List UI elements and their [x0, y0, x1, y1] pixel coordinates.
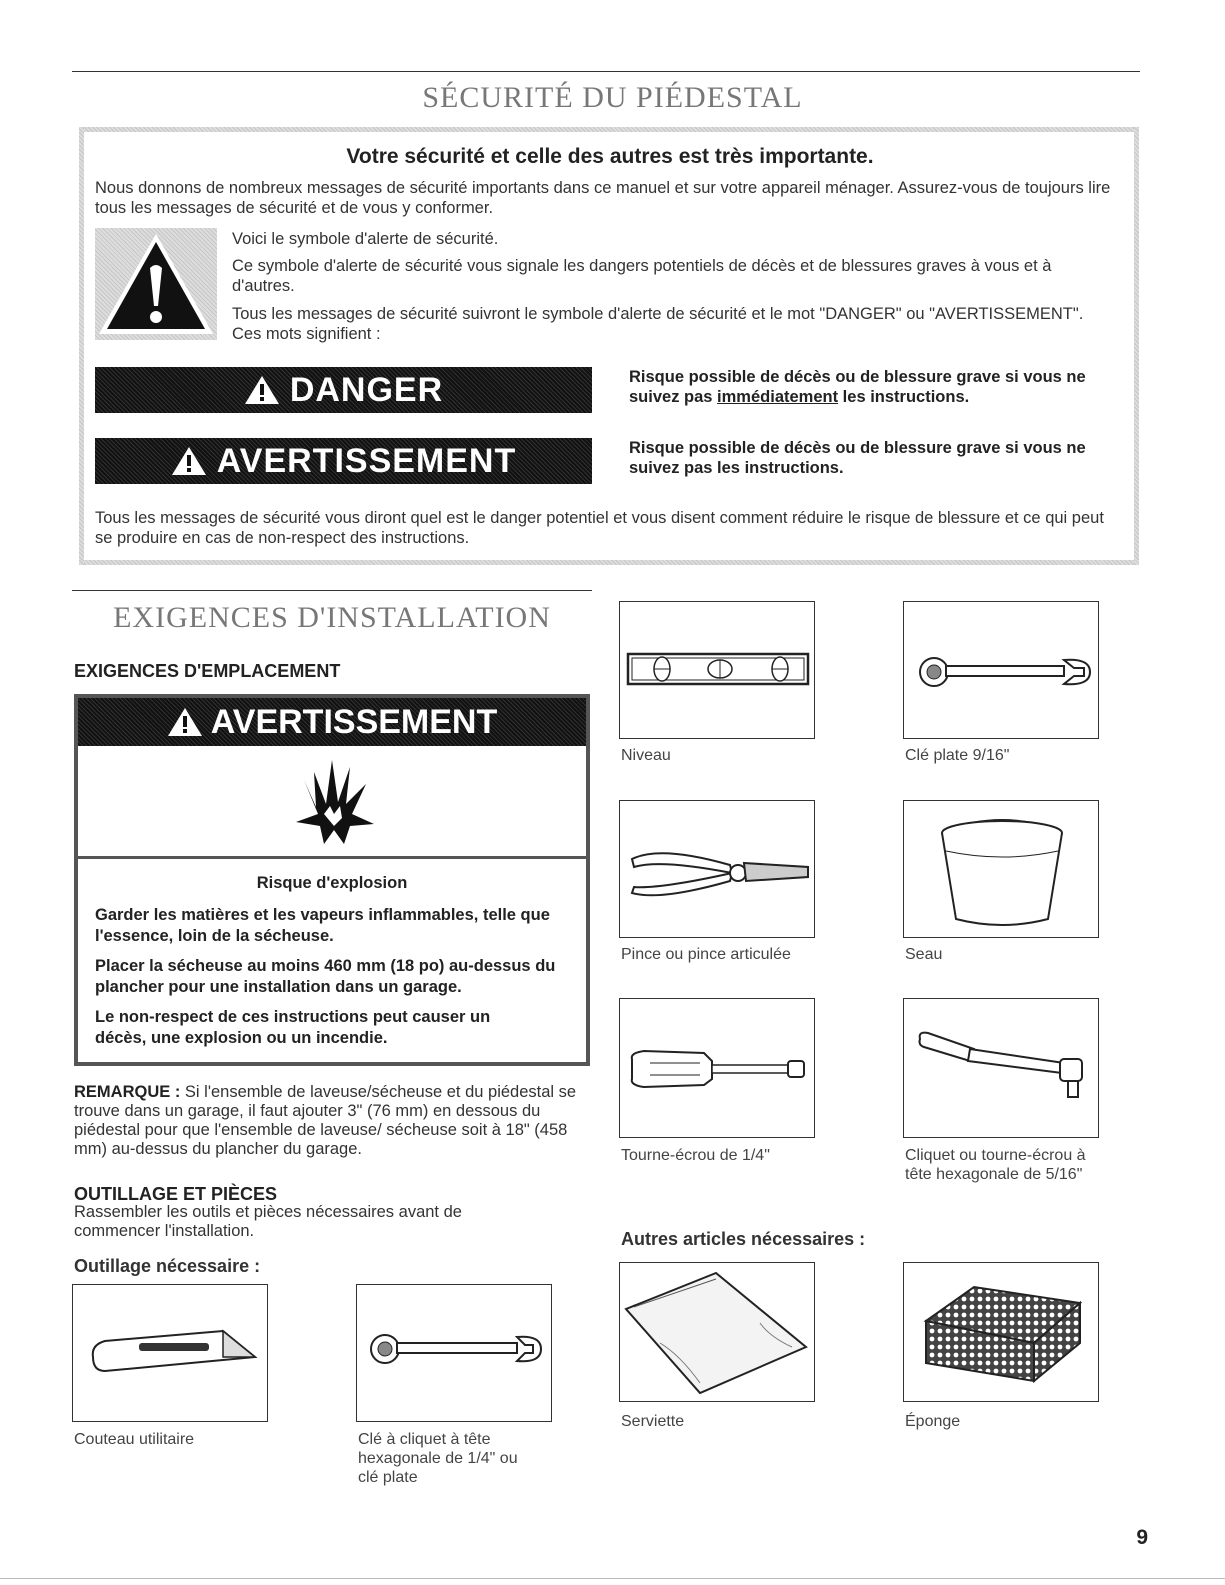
- open-wrench-icon: [904, 602, 1098, 738]
- bucket-icon: [904, 801, 1098, 937]
- danger-banner: [95, 367, 592, 413]
- utility-knife-frame: [72, 1284, 268, 1422]
- level-frame: [619, 601, 815, 739]
- open-wrench-frame: [903, 601, 1099, 739]
- note: [74, 1083, 589, 1159]
- danger-text-2: les instructions.: [838, 388, 970, 406]
- open-wrench-caption: Clé plate 9/16": [905, 747, 1010, 764]
- pliers-caption: Pince ou pince articulée: [621, 946, 791, 963]
- utility-knife-caption: Couteau utilitaire: [74, 1431, 195, 1448]
- ratchet-nut-driver-caption: Cliquet ou tourne-écrou à tête hexagonale de 5/16": [905, 1147, 1086, 1183]
- bucket-frame: [903, 800, 1099, 938]
- safety-heading: Votre sécurité et celle des autres est très importante.: [346, 145, 874, 168]
- note-text: Si l'ensemble de laveuse/sécheuse et du piédestal se trouve dans un garage, il faut ajouter 3" (76 mm) en dessous du piédestal pour que l'ensemble de laveuse/ sécheuse soit à 18" (458 mm) au-dessus du plancher du garage.: [74, 1083, 577, 1158]
- safety-footer: Tous les messages de sécurité vous diront quel est le danger potentiel et vous disent comment réduire le risque de blessure et ce qui peut se produire en cas de non-respect des instructions.: [95, 509, 1104, 547]
- ratchet-nut-driver-frame: [903, 998, 1099, 1138]
- page-title: SÉCURITÉ DU PIÉDESTAL: [422, 81, 803, 114]
- explosion-banner-triangle-icon: [167, 707, 203, 737]
- warning-triangle-icon: [171, 446, 207, 476]
- bottom-rule: [0, 1578, 1225, 1579]
- danger-description: [629, 367, 1134, 407]
- pliers-icon: [620, 801, 814, 937]
- warning-description: Risque possible de décès ou de blessure grave si vous ne suivez pas les instructions.: [629, 439, 1086, 477]
- explosion-title: Risque d'explosion: [256, 874, 408, 892]
- warning-banner: [95, 438, 592, 484]
- note-label: REMARQUE :: [74, 1083, 181, 1101]
- ratchet-wrench-frame: [356, 1284, 552, 1422]
- danger-triangle-icon: [244, 375, 280, 405]
- ratchet-icon: [904, 999, 1098, 1137]
- location-heading: EXIGENCES D'EMPLACEMENT: [74, 661, 341, 681]
- danger-text-1: Risque possible de décès ou de blessure grave si vous ne suivez pas: [629, 368, 1086, 406]
- required-tools-heading: Outillage nécessaire :: [74, 1256, 261, 1276]
- explosion-warning-banner: [78, 698, 586, 746]
- ratchet-wrench-caption: Clé à cliquet à tête hexagonale de 1/4" ou clé plate: [358, 1431, 518, 1486]
- nut-driver-caption: Tourne-écrou de 1/4": [621, 1147, 770, 1164]
- towel-frame: [619, 1262, 815, 1402]
- tools-heading: OUTILLAGE ET PIÈCES: [74, 1184, 278, 1204]
- install-title: EXIGENCES D'INSTALLATION: [113, 601, 551, 634]
- explosion-warning-label: AVERTISSEMENT: [210, 702, 498, 741]
- towel-caption: Serviette: [621, 1413, 685, 1430]
- utility-knife-icon: [73, 1285, 267, 1421]
- warning-label: AVERTISSEMENT: [216, 441, 517, 480]
- safety-alert-icon: [95, 228, 217, 340]
- sponge-icon: [904, 1263, 1098, 1401]
- level-caption: Niveau: [621, 747, 671, 764]
- danger-label: DANGER: [289, 370, 444, 409]
- explosion-p2: Placer la sécheuse au moins 460 mm (18 po) au-dessus du plancher pour une installation dans un garage.: [95, 957, 556, 996]
- explosion-p3: Le non-respect de ces instructions peut causer un décès, une explosion ou un incendie.: [95, 1008, 491, 1047]
- nut-driver-icon: [620, 999, 814, 1137]
- danger-text-underlined: immédiatement: [717, 388, 839, 406]
- symbol-line-2: Ce symbole d'alerte de sécurité vous signale les dangers potentiels de décès et de blessures graves à vous et à d'autres.: [232, 257, 1052, 295]
- symbol-line-1: Voici le symbole d'alerte de sécurité.: [232, 230, 499, 248]
- level-icon: [620, 602, 814, 738]
- towel-icon: [620, 1263, 814, 1401]
- explosion-divider: [78, 856, 586, 859]
- explosion-icon: [284, 752, 384, 847]
- bucket-caption: Seau: [905, 946, 943, 963]
- pliers-frame: [619, 800, 815, 938]
- top-rule: [72, 71, 1140, 72]
- safety-intro: Nous donnons de nombreux messages de sécurité importants dans ce manuel et sur votre appareil ménager. Assurez-vous de toujours lire tous les messages de sécurité et de vous y conformer.: [95, 179, 1111, 217]
- page-number: 9: [1136, 1526, 1148, 1549]
- tools-text: Rassembler les outils et pièces nécessaires avant de commencer l'installation.: [74, 1203, 462, 1240]
- nut-driver-frame: [619, 998, 815, 1138]
- symbol-line-3: Tous les messages de sécurité suivront le symbole d'alerte de sécurité et le mot "DANGER" ou "AVERTISSEMENT". Ces mots signifient :: [232, 305, 1084, 343]
- explosion-p1: Garder les matières et les vapeurs inflammables, telle que l'essence, loin de la sécheuse.: [95, 906, 550, 945]
- ratchet-wrench-icon: [357, 1285, 551, 1421]
- sponge-frame: [903, 1262, 1099, 1402]
- other-items-heading: Autres articles nécessaires :: [621, 1229, 866, 1249]
- install-rule: [72, 590, 592, 591]
- sponge-caption: Éponge: [905, 1413, 961, 1430]
